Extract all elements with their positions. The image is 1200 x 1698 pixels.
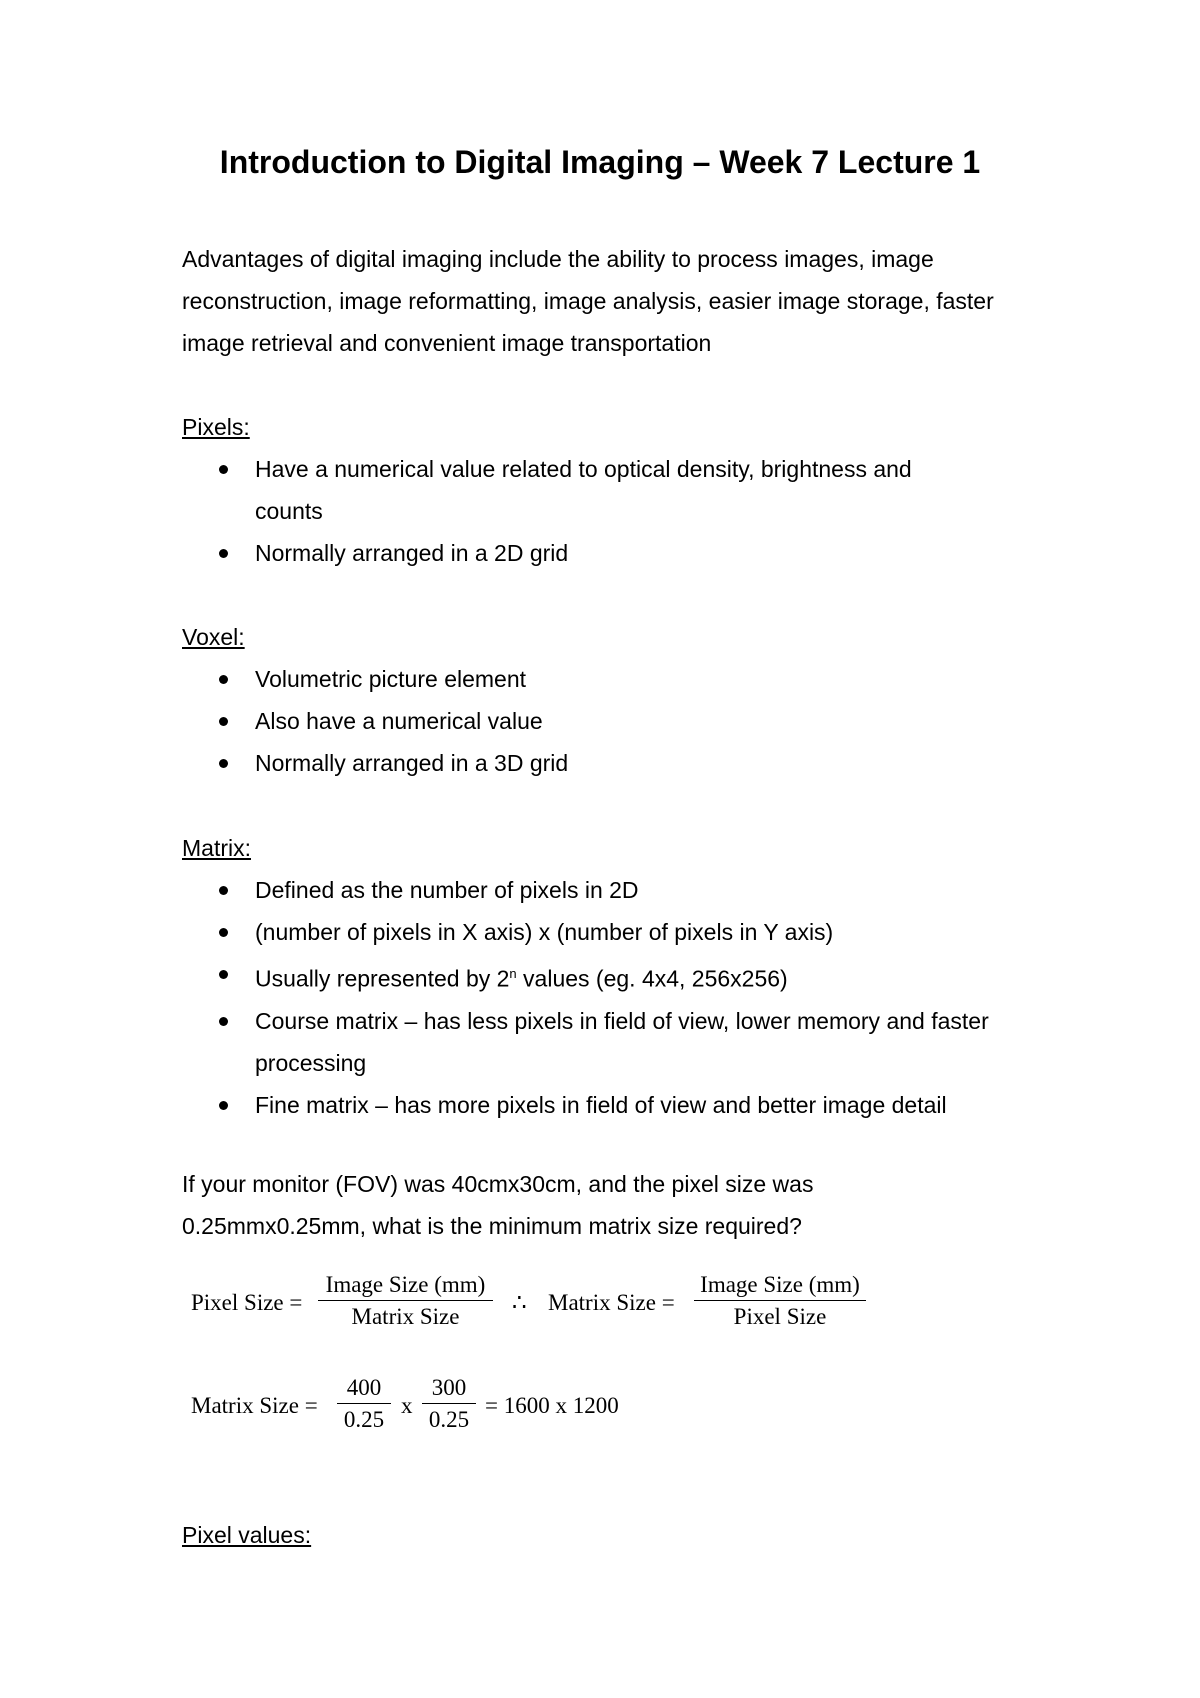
intro-paragraph: Advantages of digital imaging include the ability to process images, image reconstruction, image reformatting, image analysis, easier image storage, faster image retrieval and convenient image transportation bbox=[182, 246, 994, 356]
list-item: Normally arranged in a 2D grid bbox=[182, 532, 972, 574]
matrix-list bbox=[182, 869, 1002, 1126]
list-item: Normally arranged in a 3D grid bbox=[182, 742, 1012, 784]
question-paragraph: If your monitor (FOV) was 40cmx30cm, and the pixel size was 0.25mmx0.25mm, what is the minimum matrix size required? bbox=[182, 1171, 814, 1239]
equation-result: = 1600 x 1200 bbox=[485, 1393, 619, 1418]
fraction-denominator: 0.25 bbox=[428, 1407, 470, 1432]
page-title: Introduction to Digital Imaging – Week 7 Lecture 1 bbox=[219, 144, 981, 180]
voxel-list bbox=[182, 658, 1012, 784]
equation-lhs: Matrix Size = bbox=[191, 1393, 318, 1418]
fraction-numerator: 300 bbox=[431, 1375, 467, 1400]
therefore-symbol: ∴ bbox=[512, 1290, 527, 1315]
pixels-list bbox=[182, 448, 972, 574]
fraction-denominator: Pixel Size bbox=[733, 1304, 827, 1329]
equation-lhs: Matrix Size = bbox=[548, 1290, 675, 1315]
fraction bbox=[422, 1373, 476, 1436]
fraction-denominator: Matrix Size bbox=[351, 1304, 460, 1329]
fraction-numerator: Image Size (mm) bbox=[325, 1272, 486, 1297]
list-item: Fine matrix – has more pixels in field of view and better image detail bbox=[182, 1084, 1002, 1126]
fraction-denominator: 0.25 bbox=[343, 1407, 385, 1432]
list-item-text-rest: values (eg. 4x4, 256x256) bbox=[516, 965, 788, 992]
list-item: Also have a numerical value bbox=[182, 700, 1012, 742]
equation-lhs: Pixel Size = bbox=[191, 1290, 303, 1315]
fraction-numerator: 400 bbox=[346, 1375, 382, 1400]
fraction bbox=[318, 1270, 493, 1333]
pixel-values-heading: Pixel values: bbox=[182, 1522, 312, 1548]
matrix-heading: Matrix: bbox=[182, 835, 251, 861]
list-item-text: Usually represented by 2 bbox=[255, 965, 510, 992]
fraction-numerator: Image Size (mm) bbox=[700, 1272, 860, 1297]
list-item bbox=[182, 953, 1002, 1000]
voxel-heading: Voxel: bbox=[182, 624, 245, 650]
superscript-n: n bbox=[509, 966, 517, 981]
list-item: Volumetric picture element bbox=[182, 658, 1012, 700]
pixels-heading: Pixels: bbox=[182, 414, 250, 440]
list-item: Defined as the number of pixels in 2D bbox=[182, 869, 1002, 911]
list-item: Course matrix – has less pixels in field of view, lower memory and faster processing bbox=[182, 1000, 1002, 1084]
fraction bbox=[337, 1373, 391, 1436]
list-item: (number of pixels in X axis) x (number of pixels in Y axis) bbox=[182, 911, 1002, 953]
times-symbol: x bbox=[401, 1393, 413, 1418]
list-item: Have a numerical value related to optical density, brightness and counts bbox=[182, 448, 972, 532]
fraction bbox=[694, 1270, 866, 1333]
